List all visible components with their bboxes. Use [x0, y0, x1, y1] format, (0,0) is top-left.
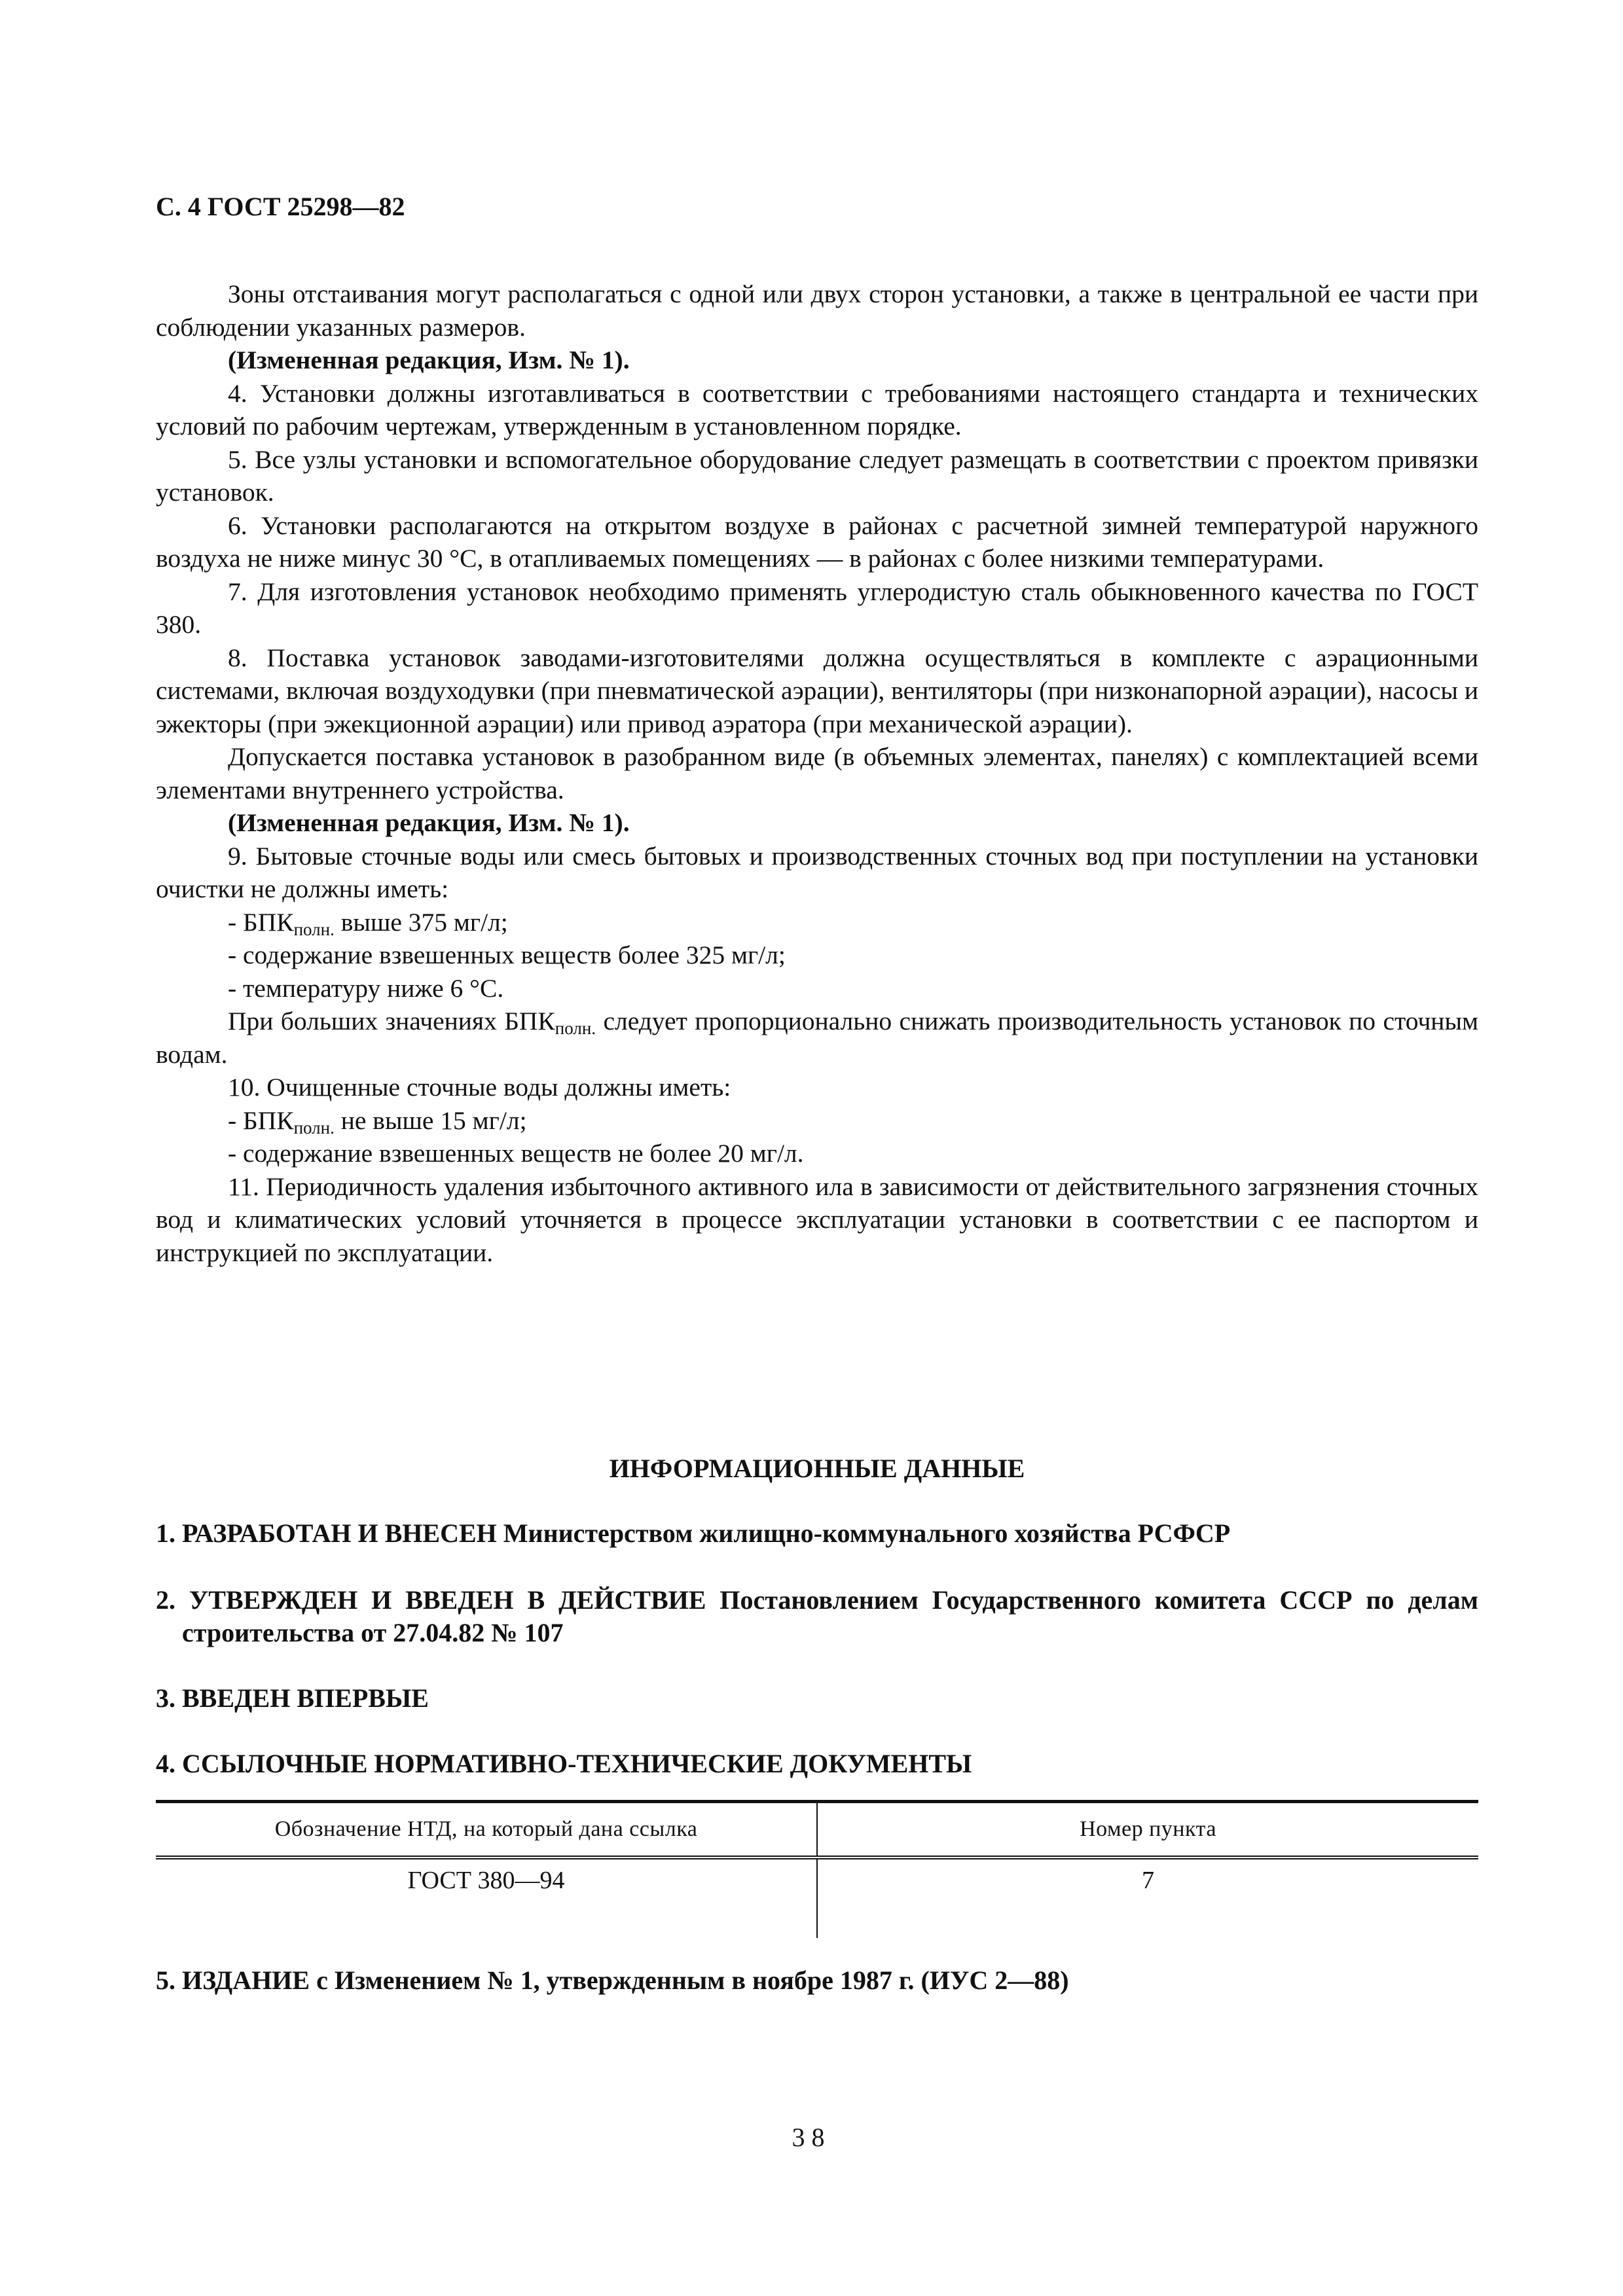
paragraph-5: 5. Все узлы установки и вспомогательное оборудование следует размещать в соответствии с проектом привязки установок.	[156, 444, 1478, 507]
paragraph-4: 4. Установки должны изготавливаться в соответствии с требованиями настоящего стандарта и технических условий по рабочим чертежам, утвержденным в установленном порядке.	[156, 378, 1478, 440]
references-table	[156, 1800, 1478, 1938]
page-number: 38	[792, 2123, 831, 2152]
table-header-clause: Номер пункта	[817, 1802, 1478, 1858]
info-item-approved: 2. УТВЕРЖДЕН И ВВЕДЕН В ДЕЙСТВИЕ Постановлением Государственного комитета СССР по делам строительства от 27.04.82 № 107	[156, 1585, 1478, 1647]
paragraph-10-suspended-solids: - содержание взвешенных веществ не более 20 мг/л.	[228, 1139, 804, 1168]
info-item-references: 4. ССЫЛОЧНЫЕ НОРМАТИВНО-ТЕХНИЧЕСКИЕ ДОКУМЕНТЫ	[156, 1749, 972, 1778]
info-item-edition: 5. ИЗДАНИЕ с Изменением № 1, утвержденным в ноябре 1987 г. (ИУС 2—88)	[156, 1965, 1069, 1995]
table-header-document: Обозначение НТД, на который дана ссылка	[156, 1802, 817, 1858]
info-title: ИНФОРМАЦИОННЫЕ ДАННЫЕ	[609, 1454, 1025, 1483]
table-header-row	[156, 1802, 1478, 1858]
bpk-note-text: При больших значениях БПК	[228, 1007, 555, 1035]
paragraph-10-bpk-limit	[156, 1104, 1478, 1138]
paragraph-11: 11. Периодичность удаления избыточного активного ила в зависимости от действительного загрязнения сточных вод и климатических условий уточняется в процессе эксплуатации установки в соответствии с ее паспортом и инструкцией по эксплуатации.	[156, 1172, 1478, 1267]
edit-note: (Измененная редакция, Изм. № 1).	[228, 346, 630, 374]
edit-note: (Измененная редакция, Изм. № 1).	[228, 808, 630, 837]
bpk-label: - БПК	[228, 907, 294, 937]
paragraph-settling-zones: Зоны отстаивания могут располагаться с одной или двух сторон установки, а также в центральной ее части при соблюдении указанных размеров.	[156, 279, 1478, 342]
paragraph-6: 6. Установки располагаются на открытом воздухе в районах с расчетной зимней температурой наружного воздуха не ниже минус 30 °С, в отапливаемых помещениях — в районах с более низкими температурами.	[156, 511, 1478, 573]
paragraph-8: 8. Поставка установок заводами-изготовителями должна осуществляться в комплекте с аэрационными системами, включая воздуходувки (при пневматической аэрации), вентиляторы (при низконапорной аэрации), насосы и эжекторы (при эжекционной аэрации) или привод аэратора (при механической аэрации).	[156, 643, 1478, 738]
bpk-limit-text: выше 375 мг/л;	[334, 907, 508, 937]
paragraph-8-supplement: Допускается поставка установок в разобранном виде (в объемных элементах, панелях) с комплектацией всеми элементами внутреннего устройства.	[156, 742, 1478, 804]
main-text	[156, 278, 1478, 1269]
paragraph-9-temperature: - температуру ниже 6 °С.	[228, 973, 504, 1003]
paragraph-9-note	[156, 1005, 1478, 1071]
bpk-label: - БПК	[228, 1105, 294, 1135]
paragraph-10: 10. Очищенные сточные воды должны иметь:	[228, 1073, 731, 1102]
bpk-subscript: полн.	[293, 919, 335, 939]
bpk-subscript: полн.	[293, 1117, 335, 1138]
page-header: С. 4 ГОСТ 25298—82	[156, 192, 405, 221]
bpk-limit-text: не выше 15 мг/л;	[334, 1105, 527, 1135]
paragraph-7: 7. Для изготовления установок необходимо применять углеродистую сталь обыкновенного качества по ГОСТ 380.	[156, 577, 1478, 639]
bpk-note-rest: следует пропорционально снижать производительность установок по сточным водам.	[156, 1007, 1478, 1069]
table-row	[156, 1857, 1478, 1938]
paragraph-9: 9. Бытовые сточные воды или смесь бытовых и производственных сточных вод при поступлении на установки очистки не должны иметь:	[156, 841, 1478, 903]
info-item-developed: 1. РАЗРАБОТАН И ВНЕСЕН Министерством жилищно-коммунального хозяйства РСФСР	[156, 1518, 1231, 1548]
bpk-subscript: полн.	[555, 1018, 596, 1038]
info-item-introduced: 3. ВВЕДЕН ВПЕРВЫЕ	[156, 1683, 429, 1713]
paragraph-9-suspended-solids: - содержание взвешенных веществ более 325 мг/л;	[228, 941, 786, 969]
information-section	[156, 1452, 1478, 1997]
paragraph-9-bpk-limit	[156, 906, 1478, 939]
table-cell-clause: 7	[1142, 1867, 1154, 1894]
table-cell-document: ГОСТ 380—94	[156, 1857, 817, 1938]
